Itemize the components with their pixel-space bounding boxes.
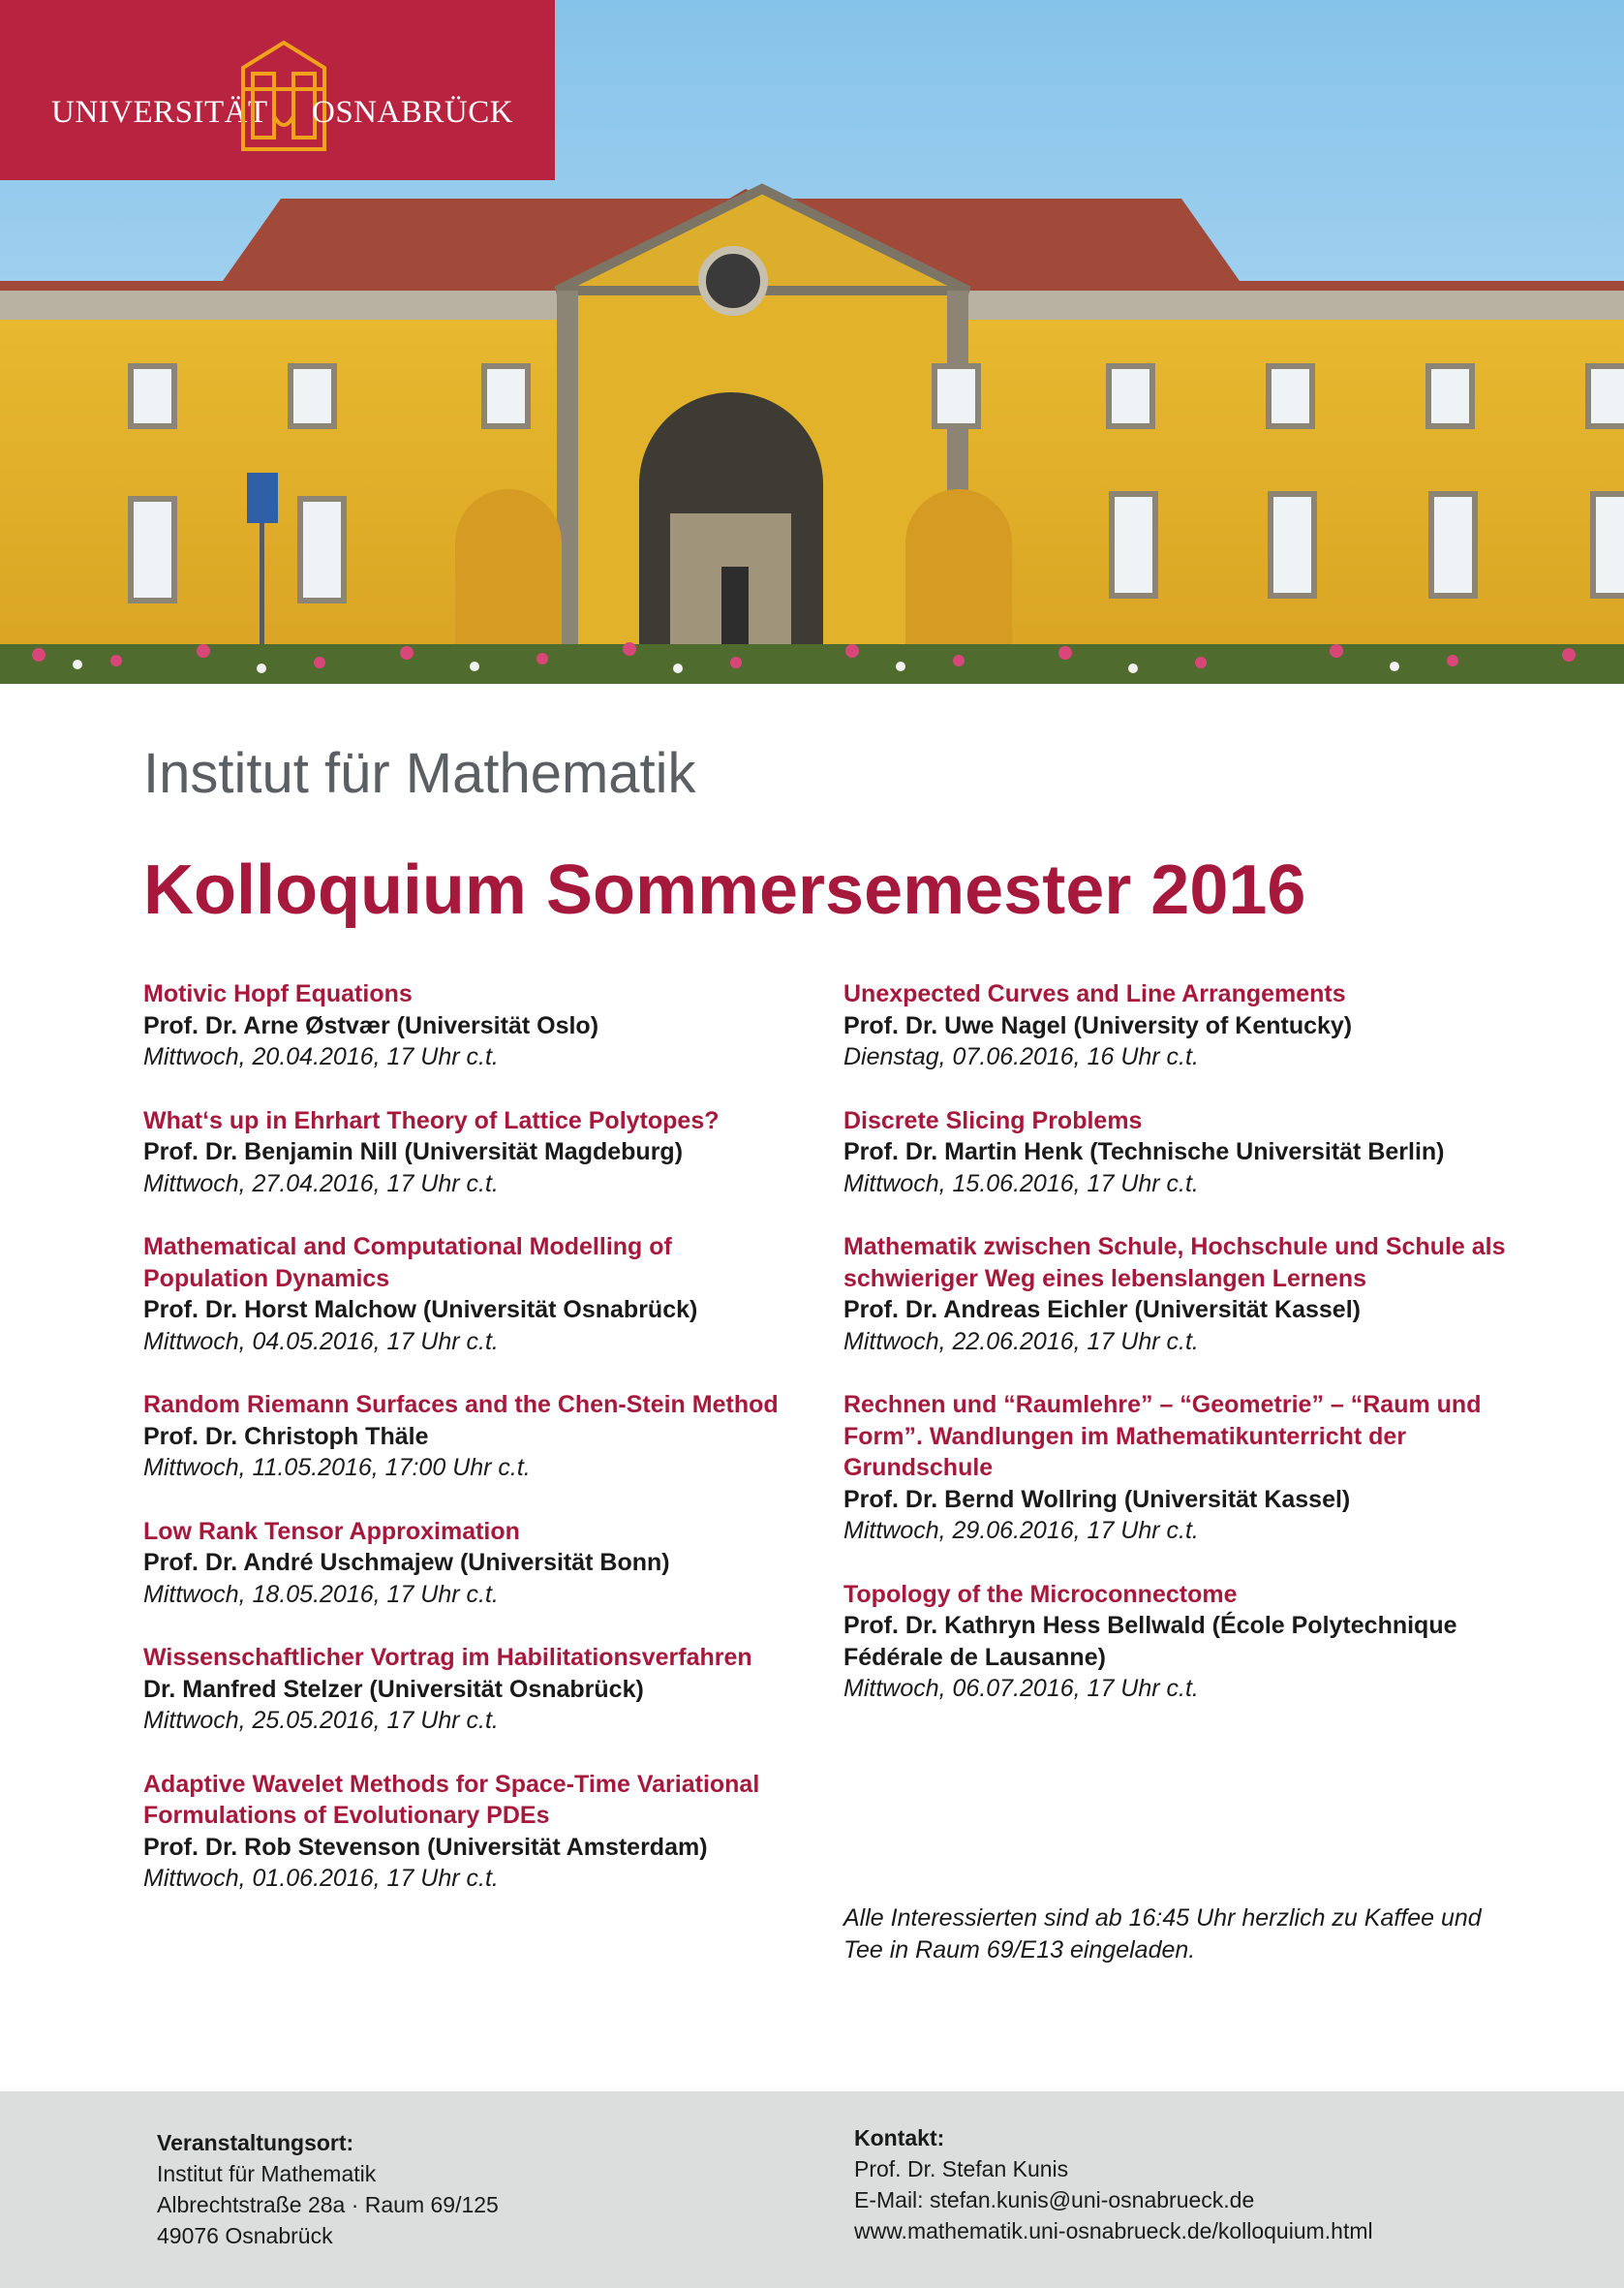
coffee-invitation: Alle Interessierten sind ab 16:45 Uhr herzlich zu Kaffee und Tee in Raum 69/E13 eingeladen. (843, 1904, 1482, 1963)
talk-title: Wissenschaftlicher Vortrag im Habilitationsverfahren (143, 1644, 752, 1671)
talk-speaker: Prof. Dr. Arne Østvær (Universität Oslo) (143, 1011, 599, 1039)
talk-title: Discrete Slicing Problems (843, 1106, 1143, 1134)
talk-speaker: Prof. Dr. Horst Malchow (Universität Osnabrück) (143, 1296, 698, 1323)
talk-title: Low Rank Tensor Approximation (143, 1517, 520, 1545)
contact-url[interactable]: www.mathematik.uni-osnabrueck.de/kolloquium.html (854, 2218, 1373, 2243)
talks-left-column (143, 978, 802, 1927)
talk-item (143, 1516, 802, 1611)
talk-speaker: Prof. Dr. Benjamin Nill (Universität Magdeburg) (143, 1138, 684, 1165)
contact-heading: Kontakt: (854, 2125, 945, 2150)
talk-date: Mittwoch, 01.06.2016, 17 Uhr c.t. (143, 1865, 499, 1892)
talk-date: Mittwoch, 18.05.2016, 17 Uhr c.t. (143, 1580, 499, 1608)
contact-block (854, 2122, 1373, 2246)
footer (0, 2091, 1624, 2288)
talk-title: Unexpected Curves and Line Arrangements (843, 980, 1346, 1007)
talk-speaker: Prof. Dr. Kathryn Hess Bellwald (École Polytechnique Fédérale de Lausanne) (843, 1612, 1457, 1671)
talk-speaker: Prof. Dr. Rob Stevenson (Universität Amsterdam) (143, 1833, 708, 1861)
university-palace-photo (0, 0, 1624, 684)
venue-line: 49076 Osnabrück (157, 2223, 333, 2248)
talk-item (143, 1642, 802, 1737)
talk-title: Motivic Hopf Equations (143, 980, 413, 1007)
talk-speaker: Prof. Dr. Bernd Wollring (Universität Kassel) (843, 1485, 1351, 1513)
talk-title: What‘s up in Ehrhart Theory of Lattice Polytopes? (143, 1106, 720, 1134)
talk-title: Mathematical and Computational Modelling of Population Dynamics (143, 1233, 672, 1292)
university-logo (0, 0, 555, 180)
venue-block (157, 2127, 499, 2251)
talk-speaker: Prof. Dr. Uwe Nagel (University of Kentucky) (843, 1011, 1353, 1039)
talk-date: Mittwoch, 15.06.2016, 17 Uhr c.t. (843, 1169, 1199, 1197)
venue-line: Institut für Mathematik (157, 2161, 377, 2186)
talk-title: Random Riemann Surfaces and the Chen-Stein Method (143, 1391, 779, 1418)
talk-date: Mittwoch, 04.05.2016, 17 Uhr c.t. (143, 1327, 499, 1355)
talk-date: Mittwoch, 27.04.2016, 17 Uhr c.t. (143, 1169, 499, 1197)
talk-item (843, 1389, 1521, 1547)
talk-item (143, 1769, 802, 1895)
talk-item (843, 1105, 1521, 1200)
talks-right-column (843, 978, 1521, 1737)
talk-item (143, 1105, 802, 1200)
talk-date: Mittwoch, 11.05.2016, 17:00 Uhr c.t. (143, 1454, 531, 1481)
venue-heading: Veranstaltungsort: (157, 2130, 354, 2155)
talk-title: Topology of the Microconnectome (843, 1580, 1238, 1608)
talk-date: Mittwoch, 29.06.2016, 17 Uhr c.t. (843, 1517, 1199, 1544)
talk-item (843, 1231, 1521, 1357)
logo-text-universitat: UNIVERSITÄT (51, 95, 268, 130)
talk-item (843, 978, 1521, 1073)
talk-speaker: Prof. Dr. Andreas Eichler (Universität Kassel) (843, 1296, 1361, 1323)
venue-line: Albrechtstraße 28a · Raum 69/125 (157, 2192, 499, 2217)
talk-date: Dienstag, 07.06.2016, 16 Uhr c.t. (843, 1043, 1199, 1070)
contact-name: Prof. Dr. Stefan Kunis (854, 2156, 1069, 2181)
talk-title: Adaptive Wavelet Methods for Space-Time Variational Formulations of Evolutionary PDEs (143, 1770, 760, 1829)
logo-text-osnabruck: OSNABRÜCK (312, 95, 514, 130)
institute-name: Institut für Mathematik (143, 742, 696, 805)
talk-speaker: Prof. Dr. André Uschmajew (Universität Bonn) (143, 1549, 670, 1576)
talk-speaker: Dr. Manfred Stelzer (Universität Osnabrück) (143, 1675, 644, 1703)
talk-title: Mathematik zwischen Schule, Hochschule und Schule als schwieriger Weg eines lebenslangen Lernens (843, 1233, 1506, 1292)
talk-date: Mittwoch, 20.04.2016, 17 Uhr c.t. (143, 1043, 499, 1070)
contact-email[interactable]: E-Mail: stefan.kunis@uni-osnabrueck.de (854, 2187, 1255, 2212)
talk-item (143, 1389, 802, 1484)
talk-item (143, 1231, 802, 1357)
talk-speaker: Prof. Dr. Martin Henk (Technische Universität Berlin) (843, 1138, 1445, 1165)
talk-title: Rechnen und “Raumlehre” – “Geometrie” – “Raum und Form”. Wandlungen im Mathematikunterricht der Grundschule (843, 1391, 1482, 1481)
talk-date: Mittwoch, 06.07.2016, 17 Uhr c.t. (843, 1675, 1199, 1702)
talk-speaker: Prof. Dr. Christoph Thäle (143, 1422, 429, 1450)
talk-item (143, 978, 802, 1073)
talk-item (843, 1579, 1521, 1705)
talk-date: Mittwoch, 22.06.2016, 17 Uhr c.t. (843, 1327, 1199, 1355)
page-title: Kolloquium Sommersemester 2016 (143, 851, 1306, 929)
talk-date: Mittwoch, 25.05.2016, 17 Uhr c.t. (143, 1707, 499, 1734)
